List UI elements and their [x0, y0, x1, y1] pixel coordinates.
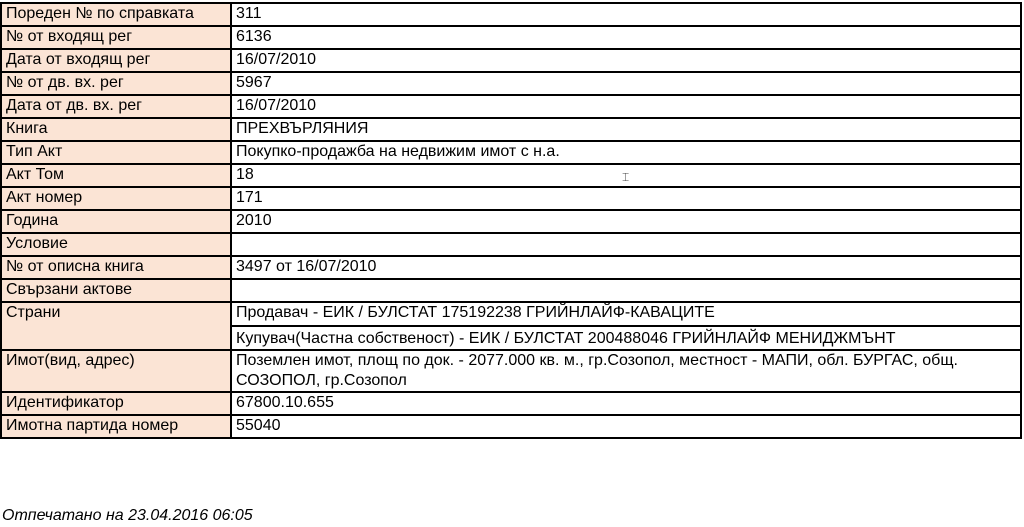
party-number-value: 55040	[231, 415, 1021, 438]
party-number-label: Имотна партида номер	[1, 415, 231, 438]
printed-timestamp: Отпечатано на 23.04.2016 06:05	[2, 507, 253, 524]
row-value: 16/07/2010	[231, 95, 1021, 118]
record-table	[0, 2, 1022, 439]
identifier-row	[1, 392, 1021, 415]
row-value: 171	[231, 187, 1021, 210]
row-value: 3497 от 16/07/2010	[231, 256, 1021, 279]
seller-line: Продавач - ЕИК / БУЛСТАТ 175192238 ГРИЙНЛАЙФ-КАВАЦИТЕ	[236, 304, 715, 321]
table-row	[1, 118, 1021, 141]
row-value: 16/07/2010	[231, 49, 1021, 72]
table-row	[1, 49, 1021, 72]
parties-value	[231, 302, 1021, 350]
parties-row	[1, 302, 1021, 350]
table-row	[1, 95, 1021, 118]
row-value: 311	[231, 3, 1021, 26]
row-label: Акт номер	[1, 187, 231, 210]
row-value: ПРЕХВЪРЛЯНИЯ	[231, 118, 1021, 141]
row-value: 2010	[231, 210, 1021, 233]
row-value: Покупко-продажба на недвижим имот с н.а.	[231, 141, 1021, 164]
property-value: Поземлен имот, площ по док. - 2077.000 кв. м., гр.Созопол, местност - МАПИ, обл. БУРГАС, общ. СОЗОПОЛ, гр.Созопол	[231, 350, 1021, 392]
table-row	[1, 72, 1021, 95]
row-label: Година	[1, 210, 231, 233]
row-value: 5967	[231, 72, 1021, 95]
row-value: 6136	[231, 26, 1021, 49]
table-row	[1, 26, 1021, 49]
table-row	[1, 233, 1021, 256]
table-row	[1, 3, 1021, 26]
identifier-value: 67800.10.655	[231, 392, 1021, 415]
property-row	[1, 350, 1021, 392]
table-row	[1, 141, 1021, 164]
row-label: Пореден № по справката	[1, 3, 231, 26]
table-row	[1, 279, 1021, 302]
row-value	[231, 233, 1021, 256]
row-label: Условие	[1, 233, 231, 256]
row-label: Акт Том	[1, 164, 231, 187]
text-cursor-icon: ⌶	[622, 170, 630, 184]
row-label: № от дв. вх. рег	[1, 72, 231, 95]
party-number-row	[1, 415, 1021, 438]
row-value: 18	[231, 164, 1021, 187]
buyer-line: Купувач(Частна собственост) - ЕИК / БУЛСТАТ 200488046 ГРИЙНЛАЙФ МЕНИДЖМЪНТ	[232, 325, 1020, 349]
row-label: Дата от дв. вх. рег	[1, 95, 231, 118]
table-row	[1, 256, 1021, 279]
table-row	[1, 187, 1021, 210]
identifier-label: Идентификатор	[1, 392, 231, 415]
table-row	[1, 210, 1021, 233]
row-label: Свързани актове	[1, 279, 231, 302]
row-label: № от входящ рег	[1, 26, 231, 49]
row-label: Дата от входящ рег	[1, 49, 231, 72]
table-row	[1, 164, 1021, 187]
row-label: № от описна книга	[1, 256, 231, 279]
row-value	[231, 279, 1021, 302]
property-label: Имот(вид, адрес)	[1, 350, 231, 392]
parties-label: Страни	[1, 302, 231, 350]
row-label: Книга	[1, 118, 231, 141]
row-label: Тип Акт	[1, 141, 231, 164]
